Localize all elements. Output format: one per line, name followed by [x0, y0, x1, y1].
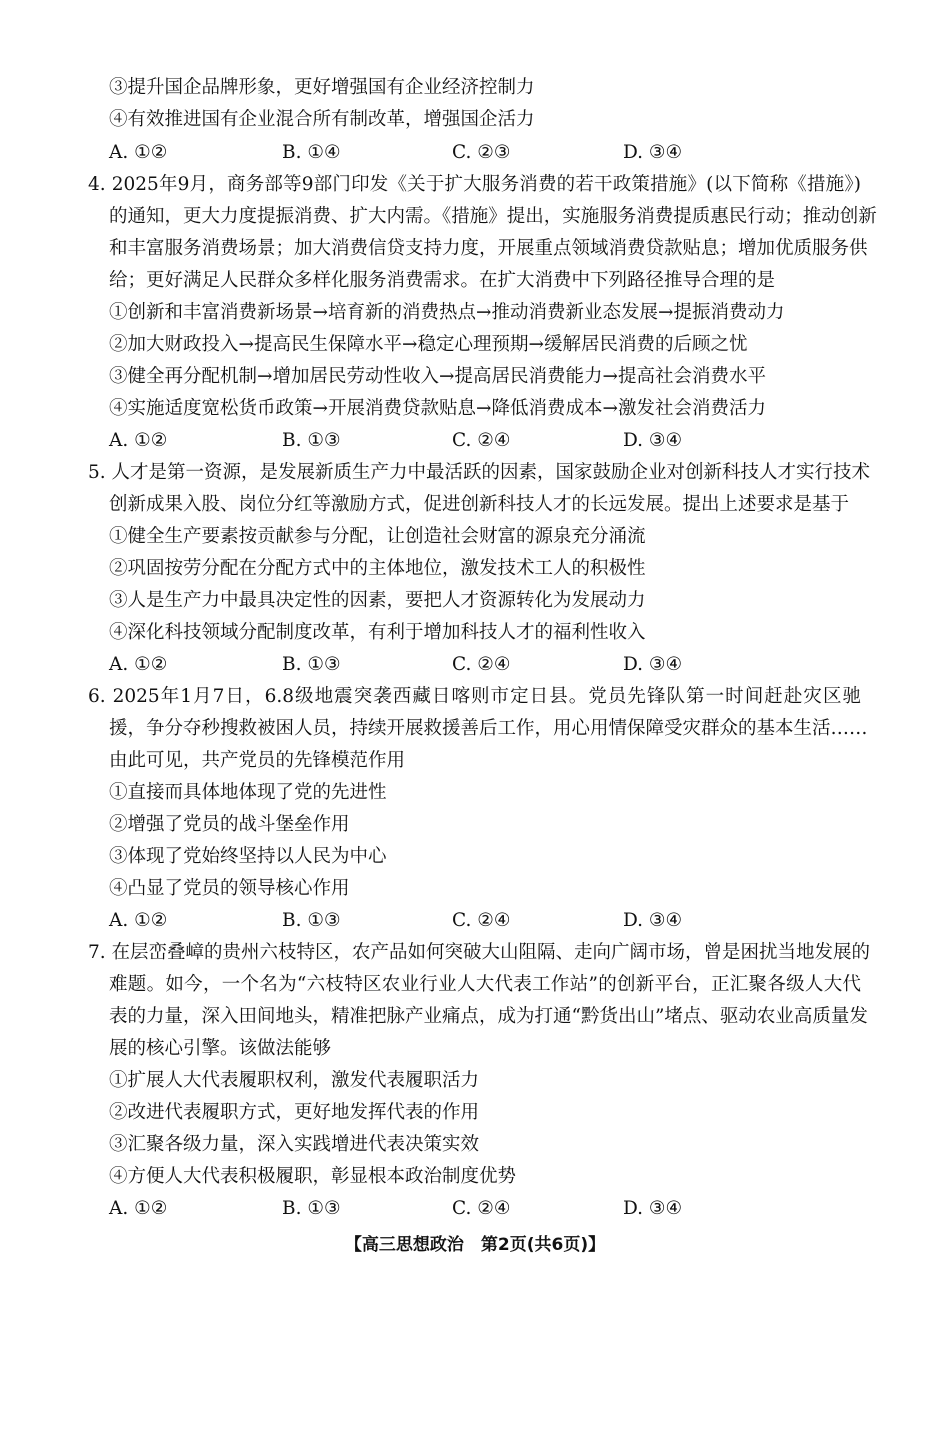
q7-item-3: ③汇聚各级力量，深入实践增进代表决策实效: [109, 1134, 480, 1155]
q5-stem-line-2: 创新成果入股、岗位分红等激励方式，促进创新科技人才的长远发展。提出上述要求是基于: [109, 494, 850, 515]
q5-options: [109, 653, 809, 677]
q4-stem-line-1: 4. 2025年9月，商务部等9部门印发《关于扩大服务消费的若干政策措施》(以下简称《措施》): [88, 174, 861, 195]
q4-item-3: ③健全再分配机制→增加居民劳动性收入→提高居民消费能力→提高社会消费水平: [109, 366, 767, 387]
q4-item-1: ①创新和丰富消费新场景→培育新的消费热点→推动消费新业态发展→提振消费动力: [109, 302, 785, 323]
q6-stem-line-1: 6. 2025年1月7日，6.8级地震突袭西藏日喀则市定日县。党员先锋队第一时间赶赴灾区驰: [88, 686, 861, 707]
q4-option-b[interactable]: B. ①③: [282, 430, 341, 451]
q3-option-d[interactable]: D. ③④: [623, 142, 683, 163]
q6-item-1: ①直接而具体地体现了党的先进性: [109, 782, 387, 803]
q7-stem-line-1: 7. 在层峦叠嶂的贵州六枝特区，农产品如何突破大山阻隔、走向广阔市场，曾是困扰当地发展的: [88, 942, 871, 963]
q4-option-c[interactable]: C. ②④: [452, 430, 511, 451]
q4-option-a[interactable]: A. ①②: [109, 430, 168, 451]
q3-item-3: ③提升国企品牌形象，更好增强国有企业经济控制力: [109, 77, 535, 98]
q6-option-c[interactable]: C. ②④: [452, 910, 511, 931]
q3-item-4: ④有效推进国有企业混合所有制改革，增强国企活力: [109, 109, 535, 130]
q7-stem-line-4: 展的核心引擎。该做法能够: [109, 1038, 332, 1059]
q6-option-d[interactable]: D. ③④: [623, 910, 683, 931]
q7-item-4: ④方便人大代表积极履职，彰显根本政治制度优势: [109, 1166, 517, 1187]
q4-options: [109, 429, 809, 453]
q6-option-a[interactable]: A. ①②: [109, 910, 168, 931]
q5-item-1: ①健全生产要素按贡献参与分配，让创造社会财富的源泉充分涌流: [109, 526, 646, 547]
q5-option-c[interactable]: C. ②④: [452, 654, 511, 675]
q7-option-b[interactable]: B. ①③: [282, 1198, 341, 1219]
q6-stem-line-2: 援，争分夺秒搜救被困人员，持续开展救援善后工作，用心用情保障受灾群众的基本生活……: [109, 718, 868, 739]
q3-option-b[interactable]: B. ①④: [282, 142, 341, 163]
q6-item-2: ②增强了党员的战斗堡垒作用: [109, 814, 350, 835]
page-footer: 【高三思想政治 第2页(共6页)】: [344, 1235, 606, 1255]
q3-options: [109, 141, 809, 165]
q6-options: [109, 909, 809, 933]
q5-item-3: ③人是生产力中最具决定性的因素，要把人才资源转化为发展动力: [109, 590, 646, 611]
q7-stem-line-3: 表的力量，深入田间地头，精准把脉产业痛点，成为打通“黔货出山”堵点、驱动农业高质量发: [109, 1006, 868, 1027]
q4-option-d[interactable]: D. ③④: [623, 430, 683, 451]
q6-option-b[interactable]: B. ①③: [282, 910, 341, 931]
q5-option-b[interactable]: B. ①③: [282, 654, 341, 675]
q4-stem-line-4: 给；更好满足人民群众多样化服务消费需求。在扩大消费中下列路径推导合理的是: [109, 270, 776, 291]
q5-stem-line-1: 5. 人才是第一资源，是发展新质生产力中最活跃的因素，国家鼓励企业对创新科技人才实行技术: [88, 462, 871, 483]
q5-option-a[interactable]: A. ①②: [109, 654, 168, 675]
q7-option-c[interactable]: C. ②④: [452, 1198, 511, 1219]
q7-item-2: ②改进代表履职方式，更好地发挥代表的作用: [109, 1102, 480, 1123]
q5-item-4: ④深化科技领域分配制度改革，有利于增加科技人才的福利性收入: [109, 622, 646, 643]
q5-option-d[interactable]: D. ③④: [623, 654, 683, 675]
q3-option-a[interactable]: A. ①②: [109, 142, 168, 163]
q7-item-1: ①扩展人大代表履职权利，激发代表履职活力: [109, 1070, 480, 1091]
q3-option-c[interactable]: C. ②③: [452, 142, 511, 163]
q4-stem-line-3: 和丰富服务消费场景；加大消费信贷支持力度，开展重点领域消费贷款贴息；增加优质服务供: [109, 238, 868, 259]
q6-stem-line-3: 由此可见，共产党员的先锋模范作用: [109, 750, 406, 771]
q6-item-3: ③体现了党始终坚持以人民为中心: [109, 846, 387, 867]
q7-option-a[interactable]: A. ①②: [109, 1198, 168, 1219]
q5-item-2: ②巩固按劳分配在分配方式中的主体地位，激发技术工人的积极性: [109, 558, 646, 579]
q4-item-2: ②加大财政投入→提高民生保障水平→稳定心理预期→缓解居民消费的后顾之忧: [109, 334, 748, 355]
q4-stem-line-2: 的通知，更大力度提振消费、扩大内需。《措施》提出，实施服务消费提质惠民行动；推动创新: [109, 206, 877, 227]
q7-options: [109, 1197, 809, 1221]
q7-option-d[interactable]: D. ③④: [623, 1198, 683, 1219]
q7-stem-line-2: 难题。如今，一个名为“六枝特区农业行业人大代表工作站”的创新平台，正汇聚各级人大代: [109, 974, 861, 995]
q6-item-4: ④凸显了党员的领导核心作用: [109, 878, 350, 899]
q4-item-4: ④实施适度宽松货币政策→开展消费贷款贴息→降低消费成本→激发社会消费活力: [109, 398, 767, 419]
